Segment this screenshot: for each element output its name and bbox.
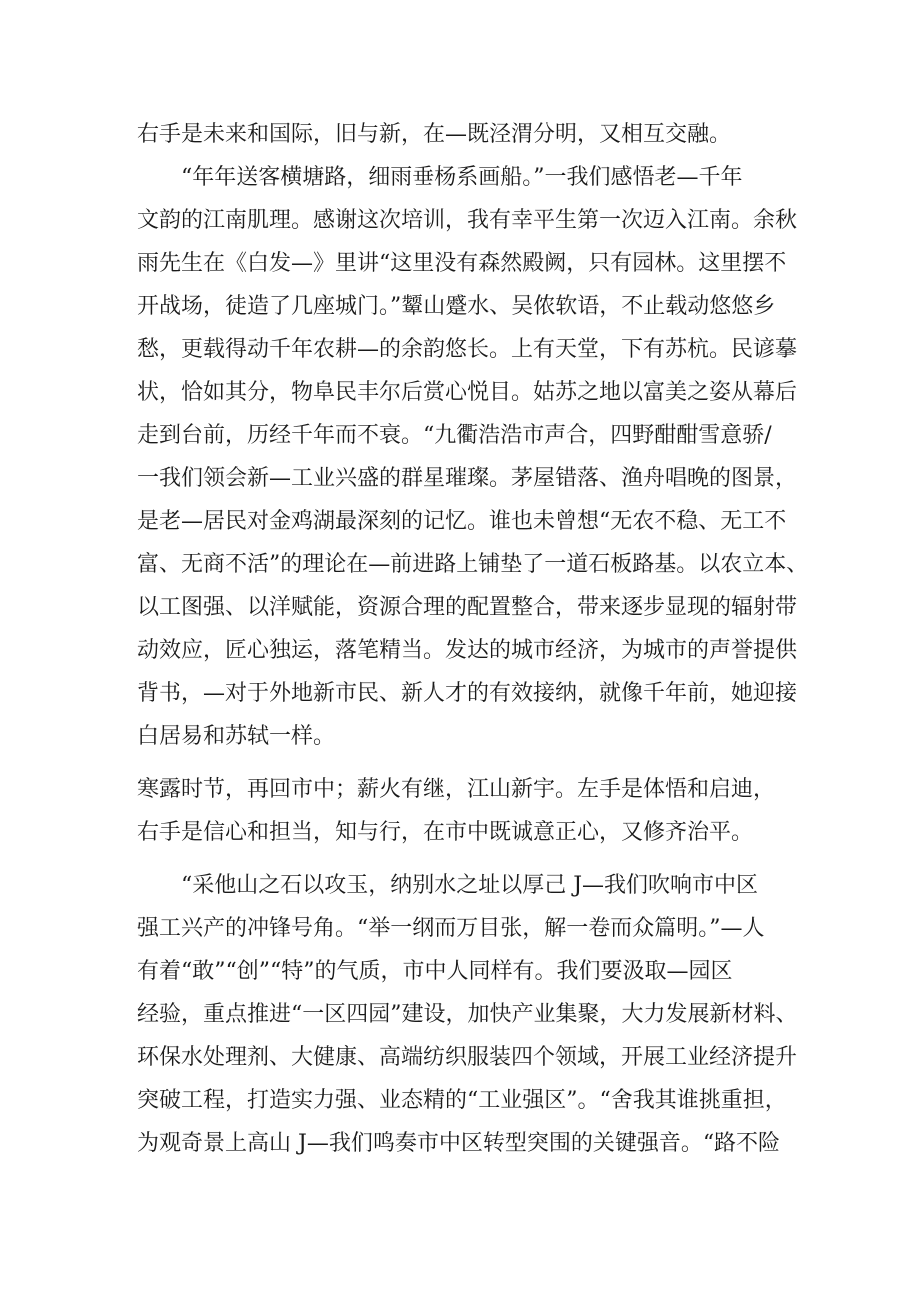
text-line: 状，恰如其分，物阜民丰尔后赏心悦目。姑苏之地以富美之姿从幕后 <box>137 380 798 405</box>
text-line: 是老—居民对金鸡湖最深刻的记忆。谁也未曾想“无农不稳、无工不 <box>137 509 787 534</box>
text-line: 突破工程，打造实力强、业态精的“工业强区”。“舍我其谁挑重担， <box>137 1088 787 1113</box>
text-line: 白居易和苏轼一样。 <box>137 724 336 749</box>
text-line: 以工图强、以洋赋能，资源合理的配置整合，带来逐步显现的辐射带 <box>137 595 798 620</box>
text-line: 右手是信心和担当，知与行，在市中既诚意正心，又修齐治平。 <box>137 820 754 845</box>
text-line: “采他山之石以攻玉，纳别水之址以厚己 J—我们吹响市中区 <box>137 873 759 898</box>
text-line: 一我们领会新—工业兴盛的群星璀璨。茅屋错落、渔舟唱晚的图景， <box>137 466 798 491</box>
body-text <box>137 113 809 1165</box>
text-line: 经验，重点推进“一区四园”建设，加快产业集聚，大力发展新材料、 <box>137 1002 798 1027</box>
text-line: 愁，更载得动千年农耕—的余韵悠长。上有天堂，下有苏杭。民谚摹 <box>137 337 798 362</box>
text-line: 为观奇景上高山 J—我们鸣奏市中区转型突围的关键强音。“路不险 <box>137 1131 781 1156</box>
text-line: 强工兴产的冲锋号角。“举一纲而万目张，解一卷而众篇明。”—人 <box>137 916 765 941</box>
text-line: 寒露时节，再回市中；薪火有继，江山新宇。左手是体悟和启迪， <box>137 777 776 802</box>
text-line: 背书，—对于外地新市民、新人才的有效接纳，就像千年前，她迎接 <box>137 681 798 706</box>
text-line: 开战场，徒造了几座城门。”颦山蹙水、吴侬软语，不止载动悠悠乡 <box>137 294 776 319</box>
text-line: 环保水处理剂、大健康、高端纺织服装四个领域，开展工业经济提升 <box>137 1045 798 1070</box>
text-line: 有着“敢”“创”“特”的气质，市中人同样有。我们要汲取—园区 <box>137 959 733 984</box>
text-line: “年年送客横塘路，细雨垂杨系画船。”一我们感悟老—千年 <box>137 165 743 190</box>
text-line: 动效应，匠心独运，落笔精当。发达的城市经济，为城市的声誉提供 <box>137 638 798 663</box>
text-line: 右手是未来和国际，旧与新，在—既泾渭分明，又相互交融。 <box>137 122 732 147</box>
text-line: 文韵的江南肌理。感谢这次培训，我有幸平生第一次迈入江南。余秋 <box>137 208 798 233</box>
text-line: 走到台前，历经千年而不衰。“九衢浩浩市声合，四野酣酣雪意骄/ <box>137 423 772 448</box>
text-line: 富、无商不活”的理论在—前进路上铺垫了一道石板路基。以农立本、 <box>137 552 809 577</box>
text-line: 雨先生在《白发—》里讲“这里没有森然殿阙，只有园林。这里摆不 <box>137 251 787 276</box>
